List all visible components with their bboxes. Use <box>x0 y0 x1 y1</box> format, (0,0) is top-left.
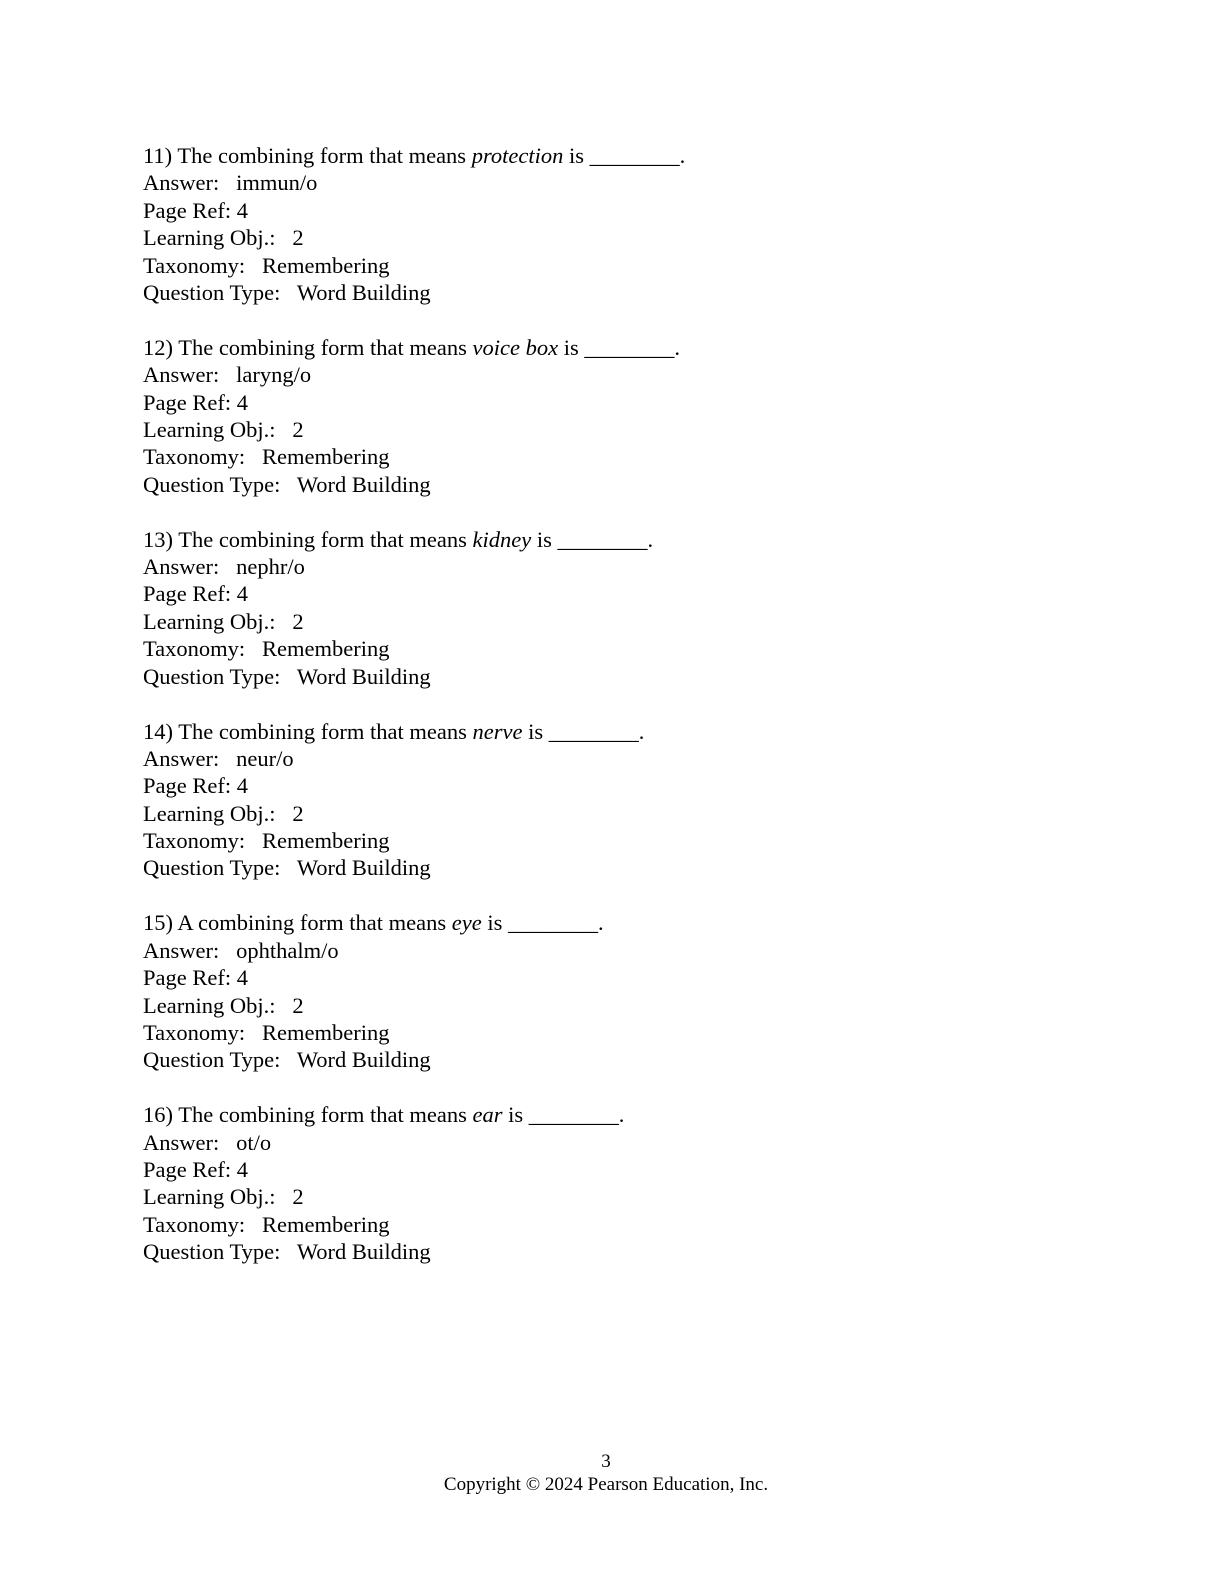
answer-line <box>143 745 1083 772</box>
taxonomy-line <box>143 1019 1083 1046</box>
stem-suffix: is ________. <box>536 526 654 552</box>
learning-obj-label: Learning Obj.: <box>143 992 276 1018</box>
taxonomy-line <box>143 252 1083 279</box>
learning-obj-line <box>143 800 1083 827</box>
taxonomy-label: Taxonomy: <box>143 444 246 470</box>
stem-suffix: is ________. <box>563 334 680 360</box>
page-number: 3 <box>601 1451 611 1472</box>
question-item <box>143 718 1083 882</box>
stem-prefix: The combining form that means <box>177 143 467 168</box>
taxonomy-value: Remembering <box>262 252 390 278</box>
stem-prefix: The combining form that means <box>178 718 467 744</box>
question-type-line <box>143 471 1083 498</box>
stem-suffix: is ________. <box>508 1102 625 1128</box>
taxonomy-line <box>143 635 1083 662</box>
learning-obj-value: 2 <box>292 225 304 251</box>
answer-label: Answer: <box>143 170 220 196</box>
answer-label: Answer: <box>143 554 220 580</box>
page-ref-line: Page Ref: 4 <box>143 197 248 223</box>
stem-term: eye <box>451 910 482 936</box>
learning-obj-label: Learning Obj.: <box>143 225 276 251</box>
question-type-label: Question Type: <box>143 663 281 689</box>
taxonomy-line <box>143 827 1083 854</box>
learning-obj-value: 2 <box>292 800 304 826</box>
taxonomy-value: Remembering <box>262 1019 390 1045</box>
question-number: 16) <box>143 1102 173 1128</box>
stem-prefix: The combining form that means <box>178 526 467 552</box>
question-list <box>143 142 1083 1293</box>
answer-label: Answer: <box>143 362 220 388</box>
learning-obj-label: Learning Obj.: <box>143 1184 276 1210</box>
learning-obj-line <box>143 992 1083 1019</box>
question-type-line <box>143 1238 1083 1265</box>
page-ref-line: Page Ref: 4 <box>143 773 248 799</box>
question-stem <box>143 1101 1083 1128</box>
question-item <box>143 334 1083 498</box>
learning-obj-line <box>143 224 1083 251</box>
learning-obj-value: 2 <box>292 608 304 634</box>
answer-value: laryng/o <box>236 362 312 388</box>
question-stem <box>143 142 1083 169</box>
stem-prefix: The combining form that means <box>178 1102 467 1128</box>
page-ref-line: Page Ref: 4 <box>143 581 248 607</box>
stem-prefix: A combining form that means <box>177 910 447 936</box>
answer-label: Answer: <box>143 745 220 771</box>
learning-obj-label: Learning Obj.: <box>143 608 276 634</box>
question-type-value: Word Building <box>296 279 431 305</box>
page-ref-line: Page Ref: 4 <box>143 965 248 991</box>
question-type-label: Question Type: <box>143 279 281 305</box>
question-type-line <box>143 1046 1083 1073</box>
stem-term: ear <box>472 1102 503 1128</box>
question-number: 11) <box>143 143 173 168</box>
question-number: 15) <box>143 910 173 936</box>
page-ref-line: Page Ref: 4 <box>143 389 248 415</box>
question-type-line <box>143 854 1083 881</box>
question-type-value: Word Building <box>296 1047 431 1073</box>
page-ref-line: Page Ref: 4 <box>143 1157 248 1182</box>
question-type-label: Question Type: <box>143 1239 281 1265</box>
taxonomy-line <box>143 1211 1083 1238</box>
stem-term: protection <box>471 143 564 168</box>
question-type-value: Word Building <box>296 663 431 689</box>
question-stem <box>143 718 1083 745</box>
learning-obj-label: Learning Obj.: <box>143 417 276 443</box>
answer-label: Answer: <box>143 937 220 963</box>
question-item <box>143 1101 1083 1265</box>
question-type-value: Word Building <box>296 1239 431 1265</box>
question-type-value: Word Building <box>296 855 431 881</box>
taxonomy-label: Taxonomy: <box>143 1019 246 1045</box>
answer-label: Answer: <box>143 1129 220 1155</box>
question-item <box>143 909 1083 1073</box>
taxonomy-line <box>143 443 1083 470</box>
stem-term: voice box <box>472 334 559 360</box>
stem-term: kidney <box>472 526 532 552</box>
question-number: 12) <box>143 334 173 360</box>
learning-obj-label: Learning Obj.: <box>143 800 276 826</box>
question-number: 13) <box>143 526 173 552</box>
taxonomy-value: Remembering <box>262 828 390 854</box>
stem-suffix: is ________. <box>568 143 686 168</box>
page-footer <box>0 1450 1212 1496</box>
learning-obj-value: 2 <box>292 992 304 1018</box>
question-type-label: Question Type: <box>143 471 281 497</box>
answer-value: ot/o <box>236 1129 272 1155</box>
question-type-line <box>143 663 1083 690</box>
answer-line <box>143 937 1083 964</box>
question-stem <box>143 526 1083 553</box>
taxonomy-value: Remembering <box>262 636 390 662</box>
stem-suffix: is ________. <box>528 718 645 744</box>
question-type-label: Question Type: <box>143 1047 281 1073</box>
learning-obj-line <box>143 416 1083 443</box>
answer-line <box>143 553 1083 580</box>
question-item <box>143 142 1083 306</box>
taxonomy-label: Taxonomy: <box>143 252 246 278</box>
taxonomy-label: Taxonomy: <box>143 1211 246 1237</box>
question-stem <box>143 909 1083 936</box>
learning-obj-value: 2 <box>292 417 304 443</box>
taxonomy-value: Remembering <box>262 444 390 470</box>
learning-obj-line <box>143 1183 1083 1210</box>
learning-obj-line <box>143 608 1083 635</box>
question-item <box>143 526 1083 690</box>
question-type-line <box>143 279 1083 306</box>
answer-value: immun/o <box>236 170 318 196</box>
question-type-value: Word Building <box>296 471 431 497</box>
stem-suffix: is ________. <box>487 910 604 936</box>
stem-term: nerve <box>472 718 523 744</box>
question-stem <box>143 334 1083 361</box>
learning-obj-value: 2 <box>292 1184 304 1210</box>
answer-line <box>143 169 1083 196</box>
question-type-label: Question Type: <box>143 855 281 881</box>
taxonomy-label: Taxonomy: <box>143 828 246 854</box>
taxonomy-value: Remembering <box>262 1211 390 1237</box>
answer-value: ophthalm/o <box>236 937 339 963</box>
taxonomy-label: Taxonomy: <box>143 636 246 662</box>
question-number: 14) <box>143 718 173 744</box>
answer-line <box>143 1129 1083 1156</box>
stem-prefix: The combining form that means <box>178 334 467 360</box>
answer-value: neur/o <box>236 745 294 771</box>
copyright-notice: Copyright © 2024 Pearson Education, Inc. <box>443 1474 769 1495</box>
answer-line <box>143 361 1083 388</box>
answer-value: nephr/o <box>236 554 305 580</box>
